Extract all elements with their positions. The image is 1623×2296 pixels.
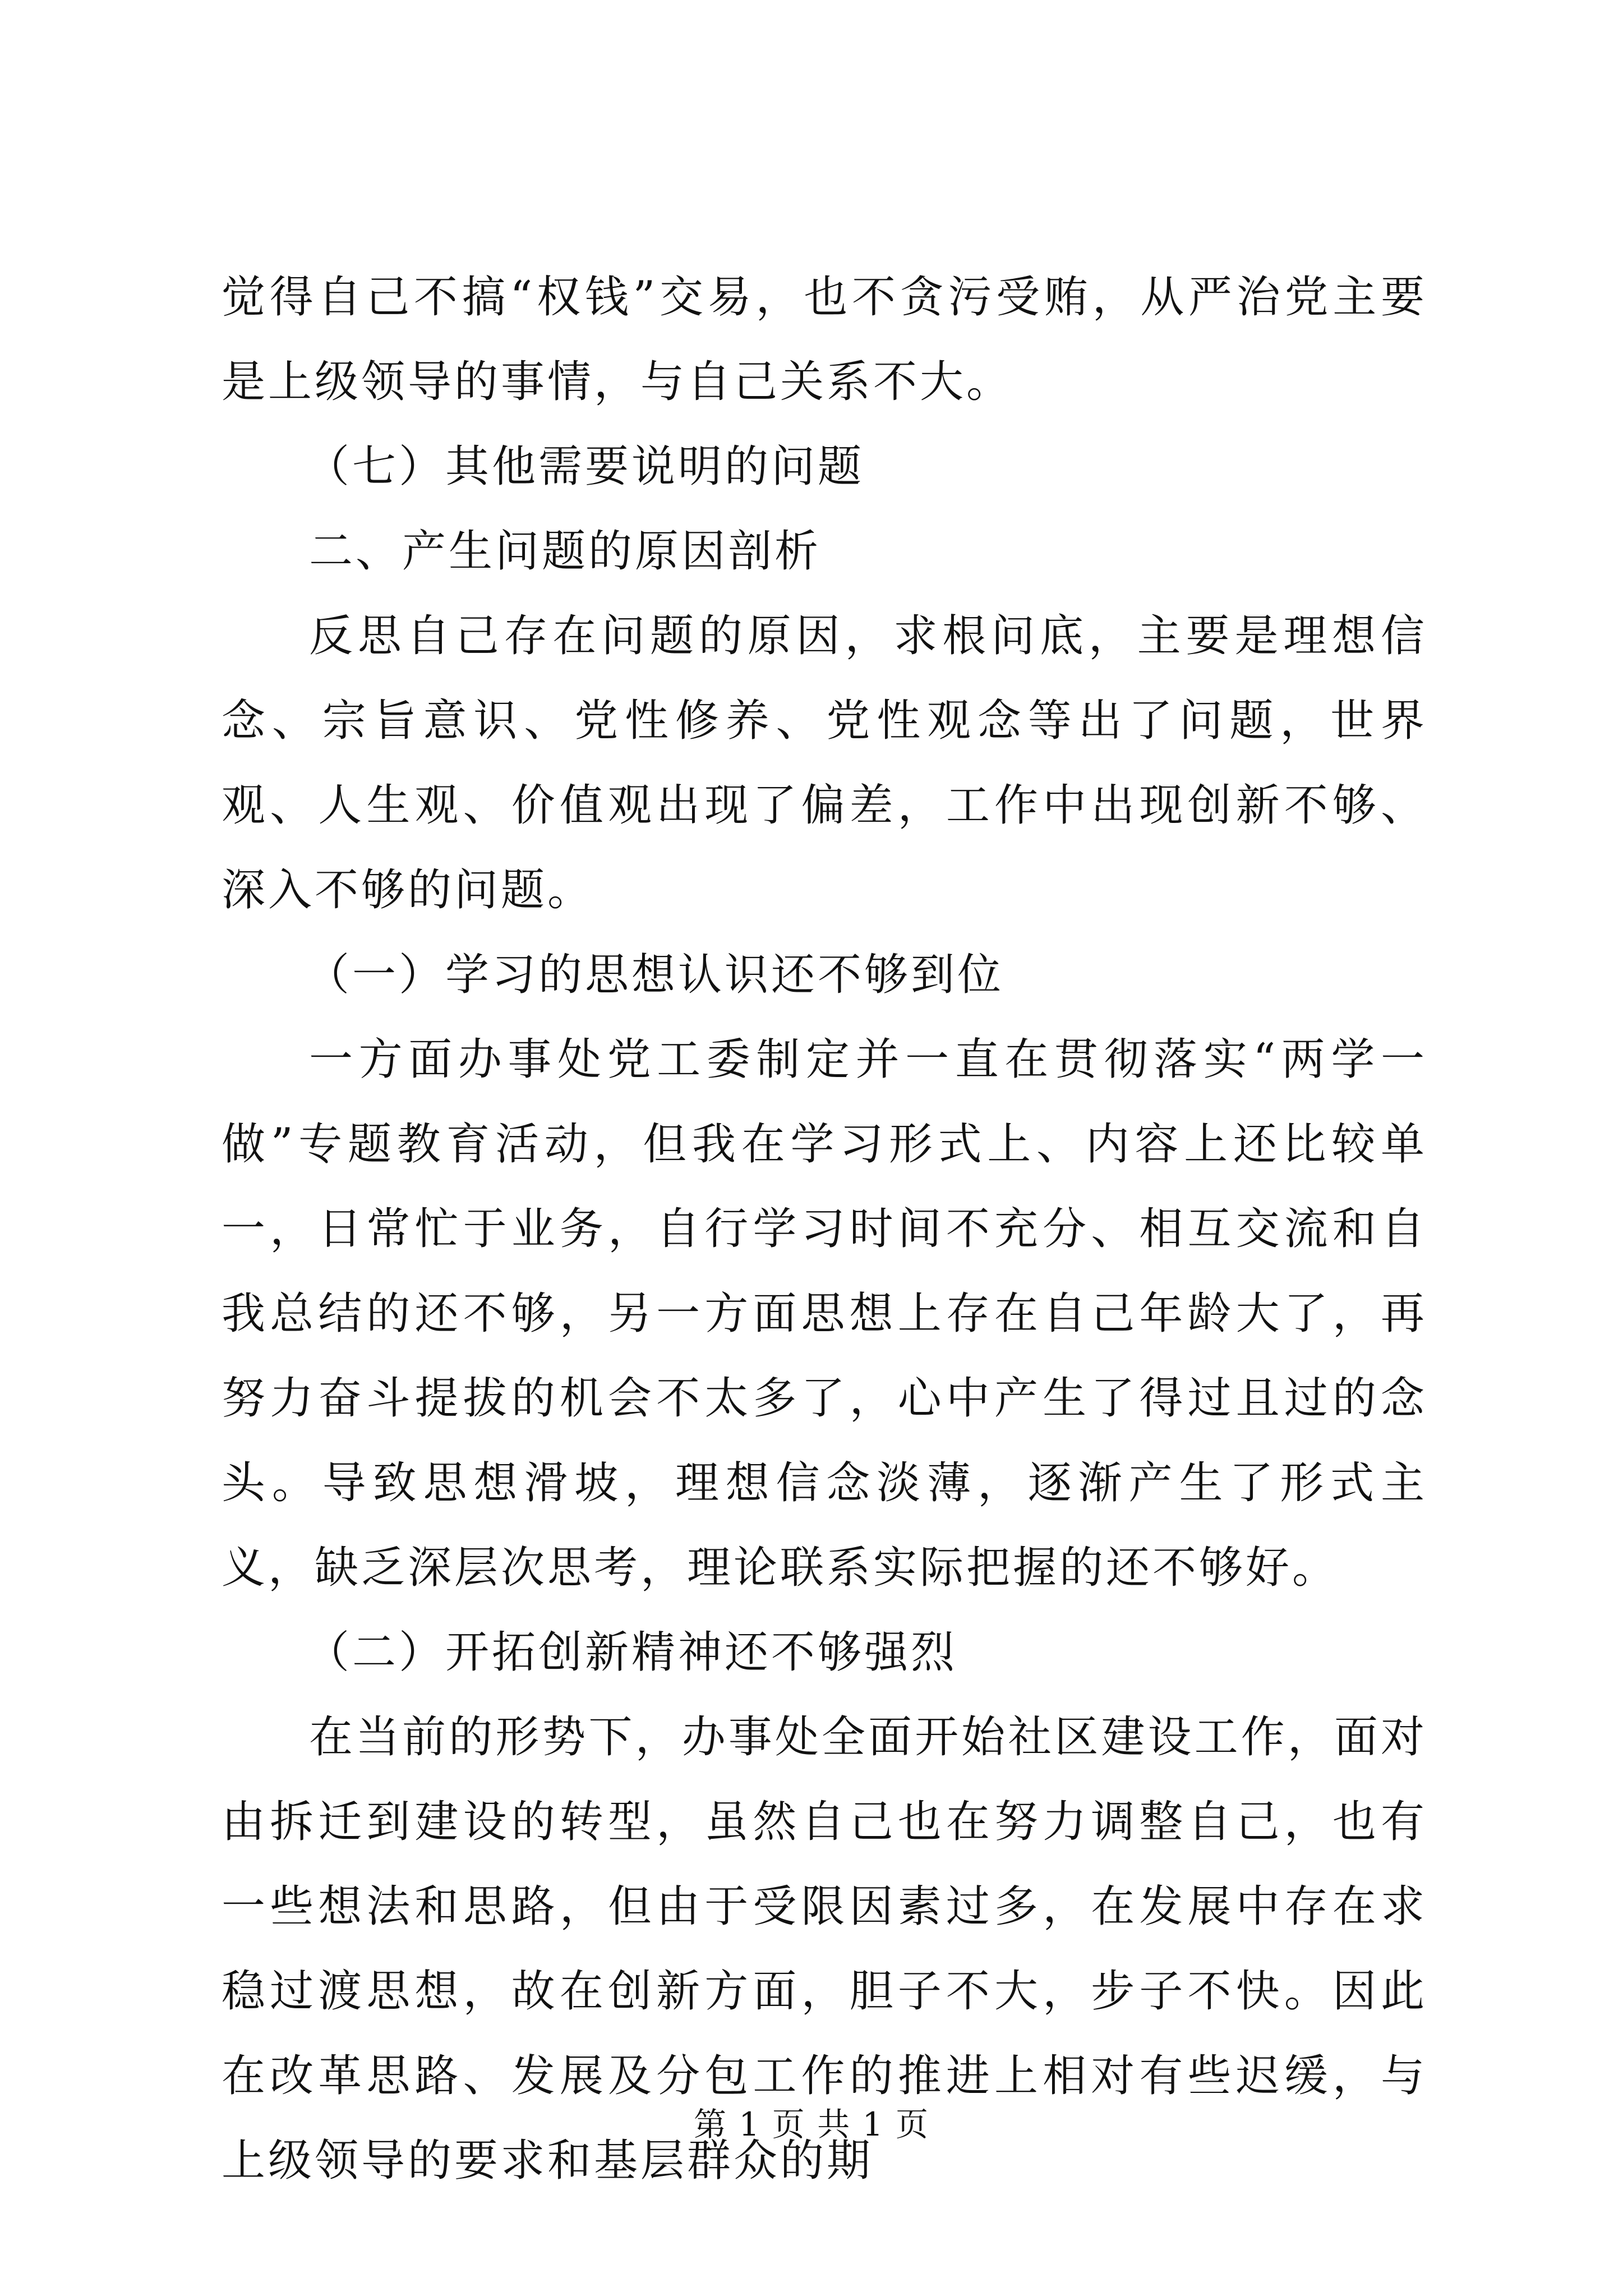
paragraph-innovation: 在当前的形势下，办事处全面开始社区建设工作，面对由拆迁到建设的转型，虽然自己也在努力调整自己，也有一些想法和思路，但由于受限因素过多，在发展中存在求稳过渡思想，故在创新方面，胆子不大，步子不快。因此在改革思路、发展及分包工作的推进上相对有些迟缓，与上级领导的要求和基层群众的期	[222, 1712, 1427, 2186]
section-heading-7: （七）其他需要说明的问题	[306, 441, 865, 492]
paragraph-reflection: 反思自己存在问题的原因，求根问底，主要是理想信念、宗旨意识、党性修养、党性观念等出了问题，世界观、人生观、价值观出现了偏差，工作中出现创新不够、深入不够的问题。	[222, 611, 1427, 915]
chapter-heading-2: 二、产生问题的原因剖析	[309, 526, 822, 577]
page-number-footer: 第 1 页 共 1 页	[694, 2105, 929, 2143]
paragraph-study: 一方面办事处党工委制定并一直在贯彻落实“两学一做”专题教育活动，但我在学习形式上、内容上还比较单一，日常忙于业务，自行学习时间不充分、相互交流和自我总结的还不够，另一方面思想上存在自己年龄大了，再努力奋斗提拔的机会不太多了，心中产生了得过且过的念头。导致思想滑坡，理想信念淡薄，逐渐产生了形式主义，缺乏深层次思考，理论联系实际把握的还不够好。	[222, 1034, 1427, 1593]
section-heading-2: （二）开拓创新精神还不够强烈	[306, 1627, 958, 1678]
document-body	[222, 255, 1427, 2203]
paragraph-continuation: 觉得自己不搞“权钱”交易，也不贪污受贿，从严治党主要是上级领导的事情，与自己关系不大。	[222, 272, 1427, 407]
section-heading-1: （一）学习的思想认识还不够到位	[306, 950, 1004, 1000]
